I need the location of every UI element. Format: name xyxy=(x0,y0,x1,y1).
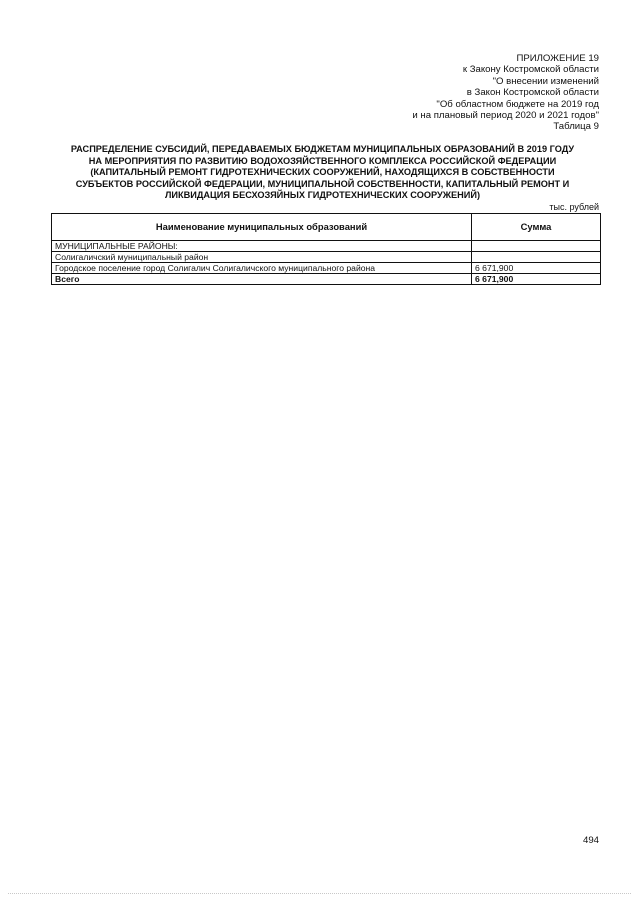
cell-sum xyxy=(472,252,601,263)
title-line: РАСПРЕДЕЛЕНИЕ СУБСИДИЙ, ПЕРЕДАВАЕМЫХ БЮДЖЕТАМ МУНИЦИПАЛЬНЫХ ОБРАЗОВАНИЙ В 2019 ГОДУ xyxy=(70,144,575,154)
header-line: Таблица 9 xyxy=(553,121,599,133)
title-line: СУБЪЕКТОВ РОССИЙСКОЙ ФЕДЕРАЦИИ, МУНИЦИПАЛЬНОЙ СОБСТВЕННОСТИ, КАПИТАЛЬНЫЙ РЕМОНТ И xyxy=(75,178,570,189)
cell-name: Городское поселение город Солигалич Солигаличского муниципального района xyxy=(52,263,472,274)
table-row xyxy=(52,252,601,263)
cell-name: Солигаличский муниципальный район xyxy=(52,252,472,263)
table-row xyxy=(52,241,601,252)
cell-sum: 6 671,900 xyxy=(472,263,601,274)
table-row xyxy=(52,263,601,274)
column-header-name: Наименование муниципальных образований xyxy=(52,214,472,241)
cell-total-sum: 6 671,900 xyxy=(472,274,601,285)
appendix-header xyxy=(299,53,599,133)
table-total-row xyxy=(52,274,601,285)
page-number: 494 xyxy=(582,835,599,846)
subsidy-table xyxy=(51,213,600,285)
units-label: тыс. рублей xyxy=(549,202,599,212)
header-line: "О внесении изменений xyxy=(492,75,599,87)
header-line: ПРИЛОЖЕНИЕ 19 xyxy=(516,53,599,64)
title-line: (КАПИТАЛЬНЫЙ РЕМОНТ ГИДРОТЕХНИЧЕСКИХ СООРУЖЕНИЙ, НАХОДЯЩИХСЯ В СОБСТВЕННОСТИ xyxy=(90,167,555,178)
scan-edge-divider xyxy=(8,893,631,894)
header-line: и на плановый период 2020 и 2021 годов" xyxy=(412,110,599,122)
column-header-sum: Сумма xyxy=(472,214,601,241)
document-title xyxy=(45,144,600,202)
cell-name: МУНИЦИПАЛЬНЫЕ РАЙОНЫ: xyxy=(52,241,472,252)
header-line: "Об областном бюджете на 2019 год xyxy=(436,98,599,110)
title-line: НА МЕРОПРИЯТИЯ ПО РАЗВИТИЮ ВОДОХОЗЯЙСТВЕННОГО КОМПЛЕКСА РОССИЙСКОЙ ФЕДЕРАЦИИ xyxy=(88,155,557,166)
title-line: ЛИКВИДАЦИЯ БЕСХОЗЯЙНЫХ ГИДРОТЕХНИЧЕСКИХ СООРУЖЕНИЙ) xyxy=(164,190,481,201)
header-line: в Закон Костромской области xyxy=(466,87,599,99)
cell-sum xyxy=(472,241,601,252)
table-header-row xyxy=(52,214,601,241)
header-line: к Закону Костромской области xyxy=(462,64,599,76)
cell-total-label: Всего xyxy=(52,274,472,285)
